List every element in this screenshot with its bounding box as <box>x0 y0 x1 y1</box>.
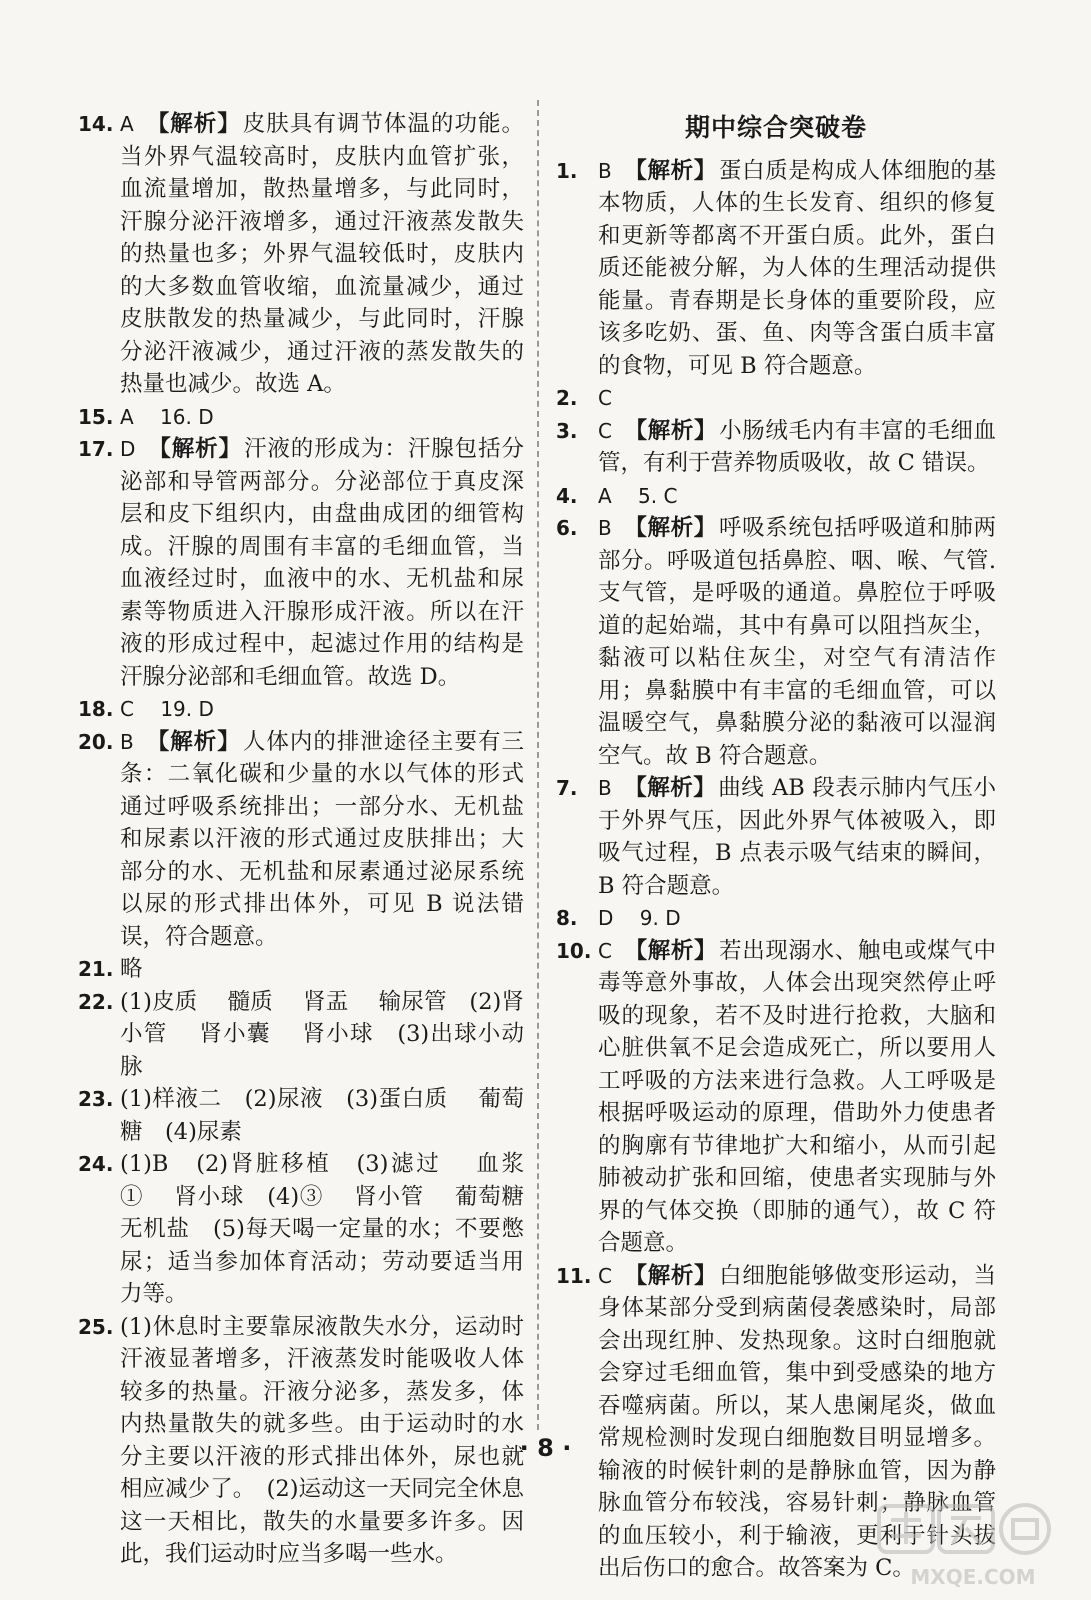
item-number: 17. <box>78 437 114 461</box>
item-text: 白细胞能够做变形运动，当身体某部分受到病菌侵袭感染时，局部会出现红肿、发热现象。这时白细胞就会穿过毛细血管，集中到受感染的地方吞噬病菌。所以，某人患阑尾炎，做血常规检测时发现白细胞数目明显增多。输液的时候针刺的是静脉血管，因为静脉血管分布较浅，容易针刺；静脉血管的血压较小，利于输液，更利于针头拔出后伤口的愈合。故答案为 C。 <box>598 1262 996 1581</box>
item-number: 24. <box>78 1152 114 1176</box>
item-answer: 略 <box>120 956 143 982</box>
item-number: 3. <box>556 418 578 443</box>
item-number: 20. <box>78 729 114 754</box>
item-text: 人体内的排泄途径主要有三条：二氧化碳和少量的水以气体的形式通过呼吸系统排出；一部分水、无机盐和尿素以汗液的形式通过皮肤排出；大部分的水、无机盐和尿素通过泌尿系统以尿的形式排出体外，可见 B 说法错误，符合题意。 <box>120 728 524 950</box>
item-answer: C <box>598 938 612 963</box>
item-answer: C <box>598 386 612 410</box>
item-number: 1. <box>556 158 578 183</box>
item-number: 15. <box>78 404 114 429</box>
answer-item-2 <box>556 382 996 415</box>
item-text: 蛋白质是构成人体细胞的基本物质，人体的生长发育、组织的修复和更新等都离不开蛋白质。此外，蛋白质还能被分解，为人体的生理活动提供能量。青春期是长身体的重要阶段，应该多吃奶、蛋、鱼、肉等含蛋白质丰富的食物，可见 B 符合题意。 <box>598 157 996 379</box>
item-answer: D <box>120 437 136 461</box>
answer-item-21 <box>78 953 524 986</box>
page-number: · 8 · <box>519 1434 572 1462</box>
analysis-tag: 【解析】 <box>623 1262 718 1289</box>
answer-item-20 <box>78 726 524 954</box>
answer-item-18-19 <box>78 693 524 726</box>
item-number: 4. <box>556 483 578 508</box>
item-answer: A 16. D <box>120 404 214 429</box>
answer-item-23 <box>78 1083 524 1148</box>
item-text: (1)B (2)肾脏移植 (3)滤过 血浆 ① 肾小球 (4)③ 肾小管 葡萄糖 无机盐 (5)每天喝一定量的水；不要憋尿；适当参加体育活动；劳动要适当用力等。 <box>120 1151 554 1307</box>
item-answer: B <box>120 729 134 754</box>
item-text: 若出现溺水、触电或煤气中毒等意外事故，人体会出现突然停止呼吸的现象，若不及时进行抢救，大脑和心脏供氧不足会造成死亡，所以要用人工呼吸的方法来进行急救。人工呼吸是根据呼吸运动的原理，借助外力使患者的胸廓有节律地扩大和缩小，从而引起肺被动扩张和回缩，使患者实现肺与外界的气体交换（即肺的通气），故 C 符合题意。 <box>598 937 996 1256</box>
answer-item-10 <box>556 935 996 1260</box>
item-text: 皮肤具有调节体温的功能。当外界气温较高时，皮肤内血管扩张，血流量增加，散热量增多，与此同时，汗腺分泌汗液增多，通过汗液蒸发散失的热量也多；外界气温较低时，皮肤内的大多数血管收缩，血流量减少，通过皮肤散发的热量减少，与此同时，汗腺分泌汗液减少，通过汗液的蒸发散失的热量也减少。故选 A。 <box>120 111 524 397</box>
item-answer: B <box>598 158 612 183</box>
item-answer: D 9. D <box>598 906 681 930</box>
item-number: 10. <box>556 938 592 963</box>
item-number: 25. <box>78 1314 114 1339</box>
item-answer: C <box>598 1263 612 1288</box>
item-number: 8. <box>556 906 578 930</box>
item-number: 11. <box>556 1263 592 1288</box>
analysis-tag: 【解析】 <box>623 937 718 964</box>
answer-item-7 <box>556 772 996 902</box>
item-answer: A 5. C <box>598 483 678 508</box>
section-title: 期中综合突破卷 <box>684 113 867 142</box>
answer-item-6 <box>556 512 996 772</box>
left-column <box>78 108 554 1571</box>
answer-item-14 <box>78 108 524 401</box>
item-number: 21. <box>78 957 114 981</box>
answer-item-8-9 <box>556 902 996 935</box>
answer-item-4-5 <box>556 480 996 513</box>
item-number: 14. <box>78 112 114 136</box>
answer-item-3 <box>556 415 996 480</box>
analysis-tag: 【解析】 <box>623 515 717 541</box>
item-text: 汗液的形成为：汗腺包括分泌部和导管两部分。分泌部位于真皮深层和皮下组织内，由盘曲成团的细管构成。汗腺的周围有丰富的毛细血管，当血液经过时，血液中的水、无机盐和尿素等物质进入汗腺形成汗液。所以在汗液的形成过程中，起滤过作用的结构是汗腺分泌部和毛细血管。故选 D。 <box>120 436 524 690</box>
svg-text:MXQE.COM: MXQE.COM <box>910 1565 1036 1589</box>
analysis-tag: 【解析】 <box>623 417 718 444</box>
answer-item-17 <box>78 433 524 693</box>
answer-item-22 <box>78 986 524 1084</box>
item-text: (1)样液二 (2)尿液 (3)蛋白质 葡萄糖 (4)尿素 <box>120 1086 524 1145</box>
item-number: 6. <box>556 516 578 540</box>
item-text: (1)休息时主要靠尿液散失水分，运动时汗液显著增多，汗液蒸发时能吸收人体较多的热量。汗液分泌多，蒸发多，体内热量散失的就多些。由于运动时的水分主要以汗液的形式排出体外，尿也就相应减少了。 (2)运动这一天同完全休息这一天相比，散失的水量要多许多。因此，我们运动时应当多喝一些水。 <box>120 1313 524 1567</box>
answer-item-1 <box>556 155 996 383</box>
analysis-tag: 【解析】 <box>623 157 717 184</box>
item-answer: B <box>598 776 612 800</box>
answer-item-24 <box>78 1148 554 1311</box>
analysis-tag: 【解析】 <box>147 436 242 462</box>
item-answer: A <box>120 112 134 136</box>
item-text: 小肠绒毛内有丰富的毛细血管，有利于营养物质吸收，故 C 错误。 <box>598 417 996 476</box>
item-number: 2. <box>556 386 578 410</box>
analysis-tag: 【解析】 <box>623 775 717 801</box>
analysis-tag: 【解析】 <box>145 111 241 137</box>
item-answer: C <box>598 418 612 443</box>
item-number: 22. <box>78 989 114 1014</box>
item-number: 23. <box>78 1087 114 1111</box>
item-number: 7. <box>556 776 578 800</box>
item-text: 呼吸系统包括呼吸道和肺两部分。呼吸道包括鼻腔、咽、喉、气管. 支气管，是呼吸的通道。鼻腔位于呼吸道的起始端，其中有鼻可以阻挡灰尘，黏液可以粘住灰尘，对空气有清洁作用；鼻黏膜中有丰富的毛细血管，可以温暖空气，鼻黏膜分泌的黏液可以湿润空气。故 B 符合题意。 <box>598 515 996 769</box>
analysis-tag: 【解析】 <box>145 728 241 755</box>
item-number: 18. <box>78 697 114 721</box>
column-divider <box>537 100 539 1430</box>
item-text: 曲线 AB 段表示肺内气压小于外界气压，因此外界气体被吸入，即吸气过程，B 点表示吸气结束的瞬间，B 符合题意。 <box>598 775 996 899</box>
item-answer: B <box>598 516 612 540</box>
answer-item-15-16 <box>78 401 524 434</box>
item-text: (1)皮质 髓质 肾盂 输尿管 (2)肾小管 肾小囊 肾小球 (3)出球小动脉 <box>120 988 524 1080</box>
watermark-logo-icon <box>873 1500 1073 1592</box>
item-answer: C 19. D <box>120 697 214 721</box>
right-column <box>556 108 996 1585</box>
